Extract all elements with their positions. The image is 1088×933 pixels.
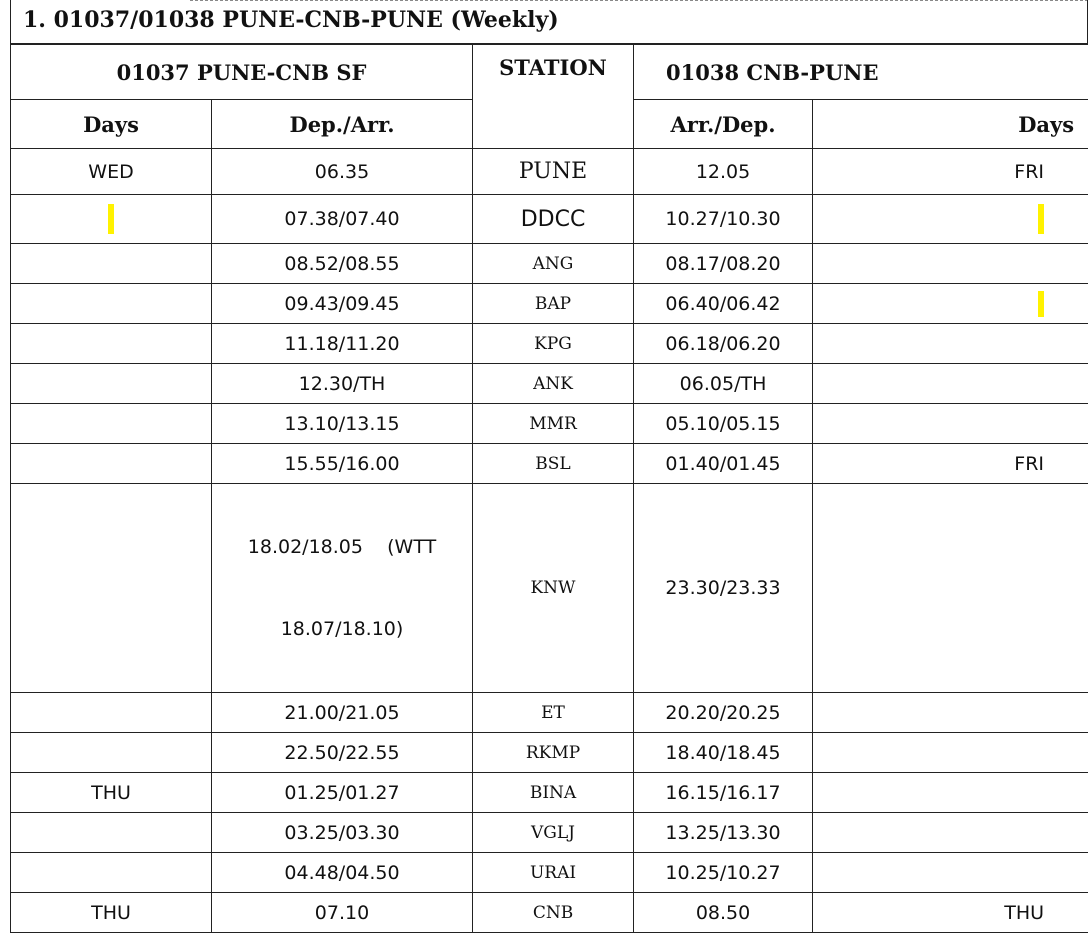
working-timetable-time: 18.07/18.10) (212, 610, 472, 648)
day-left-cell (11, 244, 212, 284)
station-cell: RKMP (473, 733, 634, 773)
arr-dep-heading: Arr./Dep. (634, 100, 813, 149)
day-left-cell: WED (11, 149, 212, 195)
arrival-cell: 12.05 (634, 149, 813, 195)
day-left-cell (11, 404, 212, 444)
day-right-cell (813, 484, 1088, 693)
arrival-cell: 13.25/13.30 (634, 813, 813, 853)
table-row (11, 733, 1088, 773)
table-row (11, 284, 1088, 324)
arrival-cell: 23.30/23.33 (634, 484, 813, 693)
departure-cell: 03.25/03.30 (212, 813, 473, 853)
departure-cell: 06.35 (212, 149, 473, 195)
day-right-cell (813, 733, 1088, 773)
day-left-cell (11, 324, 212, 364)
header-row-trains (11, 45, 1088, 100)
table-row (11, 244, 1088, 284)
day-right-cell (813, 693, 1088, 733)
station-cell: KPG (473, 324, 634, 364)
table-row (11, 364, 1088, 404)
highlight-mark (1038, 204, 1044, 234)
day-left-cell: THU (11, 773, 212, 813)
day-left-cell (11, 853, 212, 893)
station-heading: STATION (473, 45, 634, 149)
departure-cell: 09.43/09.45 (212, 284, 473, 324)
arrival-cell: 08.17/08.20 (634, 244, 813, 284)
arrival-cell: 18.40/18.45 (634, 733, 813, 773)
day-right-cell (813, 773, 1088, 813)
day-right-cell: FRI (813, 444, 1088, 484)
table-row (11, 893, 1088, 933)
highlight-mark (1038, 291, 1044, 317)
table-row (11, 813, 1088, 853)
day-right-cell (813, 324, 1088, 364)
day-left-cell (11, 484, 212, 693)
day-right-cell (813, 284, 1088, 324)
station-cell: DDCC (473, 195, 634, 244)
table-row (11, 195, 1088, 244)
departure-cell: 07.10 (212, 893, 473, 933)
station-cell: CNB (473, 893, 634, 933)
departure-cell: 13.10/13.15 (212, 404, 473, 444)
table-row (11, 693, 1088, 733)
table-row (11, 404, 1088, 444)
station-cell: KNW (473, 484, 634, 693)
station-cell: BSL (473, 444, 634, 484)
day-left-cell (11, 195, 212, 244)
departure-cell: 07.38/07.40 (212, 195, 473, 244)
day-left-cell (11, 733, 212, 773)
day-left-cell (11, 284, 212, 324)
station-cell: ANG (473, 244, 634, 284)
days-left-heading: Days (11, 100, 212, 149)
dep-arr-heading: Dep./Arr. (212, 100, 473, 149)
table-row (11, 773, 1088, 813)
arrival-cell: 10.25/10.27 (634, 853, 813, 893)
day-left-cell (11, 693, 212, 733)
departure-cell (212, 484, 473, 693)
station-cell: VGLJ (473, 813, 634, 853)
up-train-heading: 01037 PUNE-CNB SF (11, 45, 473, 100)
day-right-cell (813, 853, 1088, 893)
arrival-cell: 06.40/06.42 (634, 284, 813, 324)
table-row (11, 149, 1088, 195)
timetable-sheet (10, 0, 1088, 803)
highlight-mark (108, 204, 114, 234)
departure-cell: 15.55/16.00 (212, 444, 473, 484)
day-left-cell (11, 813, 212, 853)
arrival-cell: 01.40/01.45 (634, 444, 813, 484)
day-left-cell (11, 364, 212, 404)
departure-cell: 21.00/21.05 (212, 693, 473, 733)
day-right-cell (813, 404, 1088, 444)
departure-cell: 08.52/08.55 (212, 244, 473, 284)
days-right-heading: Days (813, 100, 1088, 149)
departure-cell: 12.30/TH (212, 364, 473, 404)
arrival-cell: 06.05/TH (634, 364, 813, 404)
day-left-cell: THU (11, 893, 212, 933)
arrival-cell: 20.20/20.25 (634, 693, 813, 733)
table-row (11, 324, 1088, 364)
train-title: 1. 01037/01038 PUNE-CNB-PUNE (Weekly) (10, 0, 1088, 44)
arrival-cell: 10.27/10.30 (634, 195, 813, 244)
departure-cell: 22.50/22.55 (212, 733, 473, 773)
station-cell: MMR (473, 404, 634, 444)
timetable (10, 44, 1088, 933)
station-cell: BINA (473, 773, 634, 813)
departure-cell: 11.18/11.20 (212, 324, 473, 364)
day-right-cell: THU (813, 893, 1088, 933)
day-right-cell (813, 195, 1088, 244)
arrival-cell: 06.18/06.20 (634, 324, 813, 364)
day-right-cell (813, 813, 1088, 853)
day-right-cell (813, 244, 1088, 284)
arrival-cell: 08.50 (634, 893, 813, 933)
day-right-cell: FRI (813, 149, 1088, 195)
arrival-cell: 05.10/05.15 (634, 404, 813, 444)
arrival-cell: 16.15/16.17 (634, 773, 813, 813)
table-row (11, 484, 1088, 693)
station-cell: PUNE (473, 149, 634, 195)
station-cell: BAP (473, 284, 634, 324)
departure-cell: 04.48/04.50 (212, 853, 473, 893)
table-row (11, 444, 1088, 484)
departure-time: 18.02/18.05 (WTT (212, 528, 472, 566)
station-cell: ET (473, 693, 634, 733)
station-cell: URAI (473, 853, 634, 893)
down-train-heading: 01038 CNB-PUNE (634, 45, 1088, 100)
table-row (11, 853, 1088, 893)
station-cell: ANK (473, 364, 634, 404)
day-right-cell (813, 364, 1088, 404)
day-left-cell (11, 444, 212, 484)
departure-cell: 01.25/01.27 (212, 773, 473, 813)
